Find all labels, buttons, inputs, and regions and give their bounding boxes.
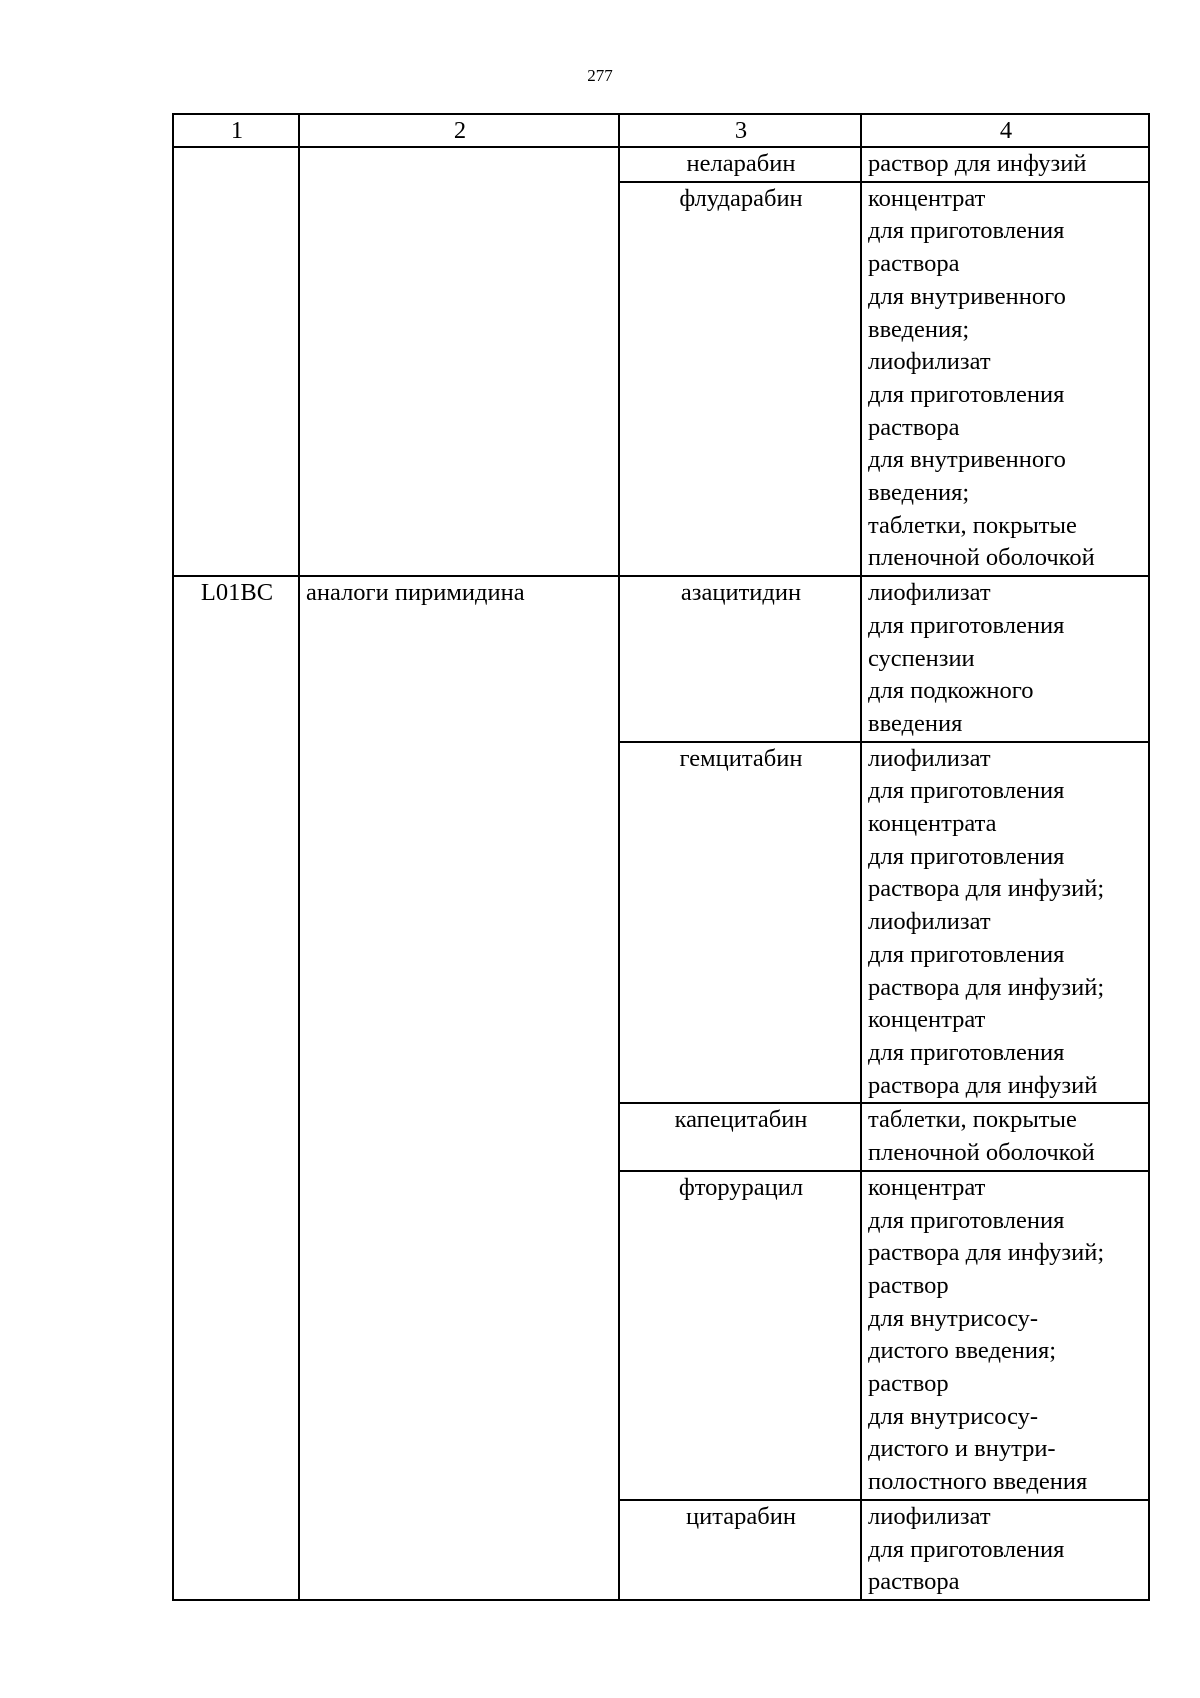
atc-code-cell: L01BC <box>173 576 299 1600</box>
dosage-form-line: раствора <box>868 1568 960 1596</box>
column-header-4: 4 <box>861 114 1149 147</box>
drug-name-cell: цитарабин <box>619 1500 861 1600</box>
dosage-form-line: для приготовления <box>868 217 1065 245</box>
dosage-form-line: для приготовления <box>868 1206 1065 1234</box>
dosage-form-line: для приготовления <box>868 1038 1065 1066</box>
dosage-form-line: раствора <box>868 413 960 441</box>
group-name-cell <box>299 147 619 576</box>
table-row <box>173 576 1149 742</box>
drug-name-cell: азацитидин <box>619 576 861 742</box>
dosage-form-line: для внутривенного <box>868 446 1066 474</box>
dosage-form-line: пленочной оболочкой <box>868 1139 1095 1167</box>
drug-table <box>172 113 1150 1601</box>
dosage-form-line: введения; <box>868 315 970 343</box>
dosage-form-cell <box>861 147 1149 182</box>
drug-name-cell: неларабин <box>619 147 861 182</box>
dosage-form-line: для приготовления <box>868 611 1065 639</box>
drug-name-cell: фторурацил <box>619 1171 861 1500</box>
dosage-form-line: введения; <box>868 479 970 507</box>
dosage-form-line: дистого введения; <box>868 1337 1057 1365</box>
dosage-form-line: раствора для инфузий; <box>868 1239 1105 1267</box>
dosage-form-line: раствор <box>868 1370 949 1398</box>
dosage-form-line: для приготовления <box>868 940 1065 968</box>
dosage-form-line: таблетки, покрытые <box>868 1106 1077 1134</box>
column-header-3: 3 <box>619 114 861 147</box>
table-row <box>173 147 1149 182</box>
drug-name-cell: гемцитабин <box>619 742 861 1104</box>
dosage-form-line: для внутрисосу- <box>868 1304 1039 1332</box>
dosage-form-line: введения <box>868 709 963 737</box>
dosage-form-line: для внутрисосу- <box>868 1402 1039 1430</box>
dosage-form-line: лиофилизат <box>868 348 991 376</box>
dosage-form-line: раствора для инфузий <box>868 1071 1098 1099</box>
dosage-form-cell <box>861 182 1149 576</box>
atc-code-cell <box>173 147 299 576</box>
dosage-form-line: раствора для инфузий; <box>868 875 1105 903</box>
dosage-form-line: концентрата <box>868 810 997 838</box>
dosage-form-line: концентрат <box>868 184 986 212</box>
drug-table-body <box>173 114 1149 1600</box>
dosage-form-line: полостного введения <box>868 1468 1088 1496</box>
dosage-form-cell <box>861 1500 1149 1600</box>
dosage-form-cell <box>861 1103 1149 1170</box>
dosage-form-line: концентрат <box>868 1006 986 1034</box>
dosage-form-line: лиофилизат <box>868 579 991 607</box>
dosage-form-line: для приготовления <box>868 777 1065 805</box>
table-header-row <box>173 114 1149 147</box>
dosage-form-line: раствор <box>868 1271 949 1299</box>
page-number: 277 <box>587 66 613 85</box>
group-name-cell: аналоги пиримидина <box>299 576 619 1600</box>
dosage-form-line: раствора <box>868 250 960 278</box>
dosage-form-line: таблетки, покрытые <box>868 511 1077 539</box>
dosage-form-line: для подкожного <box>868 677 1034 705</box>
dosage-form-line: для приготовления <box>868 1535 1065 1563</box>
dosage-form-line: концентрат <box>868 1173 986 1201</box>
dosage-form-line: для внутривенного <box>868 282 1066 310</box>
dosage-form-cell <box>861 1171 1149 1500</box>
dosage-form-line: дистого и внутри- <box>868 1435 1056 1463</box>
dosage-form-cell <box>861 742 1149 1104</box>
dosage-form-line: пленочной оболочкой <box>868 544 1095 572</box>
dosage-form-line: раствор для инфузий <box>868 150 1087 177</box>
dosage-form-cell <box>861 576 1149 742</box>
column-header-2: 2 <box>299 114 619 147</box>
drug-name-cell: капецитабин <box>619 1103 861 1170</box>
dosage-form-line: лиофилизат <box>868 1502 991 1530</box>
dosage-form-line: лиофилизат <box>868 744 991 772</box>
dosage-form-line: для приготовления <box>868 842 1065 870</box>
dosage-form-line: лиофилизат <box>868 908 991 936</box>
drug-name-cell: флударабин <box>619 182 861 576</box>
dosage-form-line: суспензии <box>868 644 975 672</box>
dosage-form-line: для приготовления <box>868 380 1065 408</box>
column-header-1: 1 <box>173 114 299 147</box>
dosage-form-line: раствора для инфузий; <box>868 973 1105 1001</box>
